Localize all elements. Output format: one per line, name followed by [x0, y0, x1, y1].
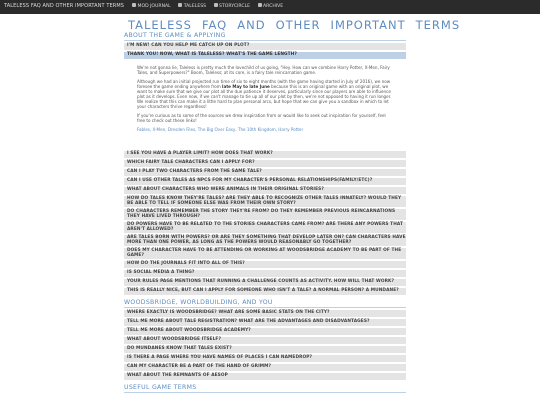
home-icon [178, 3, 182, 7]
faq-question[interactable]: DOES MY CHARACTER HAVE TO BE ATTENDING OR WORKING AT WOODSBRIDGE ACADEMY TO BE PART OF THE GAME? [124, 248, 406, 259]
answer-paragraph: We're not gonna lie, Taleless is pretty much the lovechild of us going, "Hey. How can we combine Harry Potter, X-Men, Fairy Tales, and Superpowers?" Boom, Taleless; at its core, is a fairy tale reincarnation game. [137, 65, 390, 75]
nav-storycircle[interactable]: STORYCIRCLE [214, 4, 250, 9]
section-divider [124, 307, 406, 308]
faq-question[interactable]: WHERE EXACTLY IS WOODSBRIDGE? WHAT ARE SOME BASIC STATS ON THE CITY? [124, 310, 406, 317]
faq-question[interactable]: CAN I PLAY TWO CHARACTERS FROM THE SAME TALE? [124, 169, 406, 176]
section-title-woodsbridge: WOODSBRIDGE, WORLDBUILDING, AND YOU [124, 299, 273, 306]
faq-question[interactable]: ARE TALES BORN WITH POWERS? OR ARE THEY SOMETHING THAT DEVELOP LATER ON? CAN CHARACTERS HAVE MORE THAN ONE POWER, AS LONG AS THE POWERS WOULD REASONABLY GO TOGETHER? [124, 235, 406, 246]
nav-taleless[interactable]: TALELESS [178, 4, 206, 9]
answer-paragraph: If you're curious as to some of the sources we drew inspiration from or would like to seek out inspiration for yourself, feel free to check out these links! [137, 113, 386, 123]
faq-question[interactable]: HOW DO THE JOURNALS FIT INTO ALL OF THIS? [124, 261, 406, 268]
main-content [123, 14, 461, 405]
page-title: TALELESS FAQ AND OTHER IMPORTANT TERMS [128, 18, 461, 32]
faq-question[interactable]: DO CHARACTERS REMEMBER THE STORY THEY'RE FROM? DO THEY REMEMBER PREVIOUS REINCARNATIONS THEY HAVE LIVED THROUGH? [124, 209, 406, 220]
faq-question[interactable]: IS THERE A PAGE WHERE YOU HAVE NAMES OF PLACES I CAN NAMEDROP? [124, 355, 406, 362]
section-divider [124, 392, 406, 393]
faq-question[interactable]: CAN I USE OTHER TALES AS NPCS FOR MY CHARACTER'S PERSONAL RELATIONSHIPS(FAMILY/ETC)? [124, 178, 406, 185]
faq-question[interactable]: THIS IS REALLY NICE, BUT CAN I APPLY FOR SOMEONE WHO ISN'T A TALE? A NORMAL PERSON? A MUNDANE? [124, 288, 406, 295]
star-icon [214, 3, 218, 7]
faq-question[interactable]: I SEE YOU HAVE A PLAYER LIMIT? HOW DOES THAT WORK? [124, 151, 406, 158]
topbar-nav [132, 3, 289, 9]
faq-question[interactable]: YOUR RULES PAGE MENTIONS THAT RUNNING A CHALLENGE COUNTS AS ACTIVITY. HOW WILL THAT WORK? [124, 279, 406, 286]
faq-question[interactable]: WHAT ABOUT CHARACTERS WHO WERE ANIMALS IN THEIR ORIGINAL STORIES? [124, 187, 406, 194]
faq-question[interactable]: TELL ME MORE ABOUT TALE REGISTRATION? WHAT ARE THE ADVANTAGES AND DISADVANTAGES? [124, 319, 406, 326]
faq-question-open[interactable]: THANK YOU! NOW, WHAT IS TALELESS? WHAT'S THE GAME LENGTH? [124, 52, 406, 59]
faq-question[interactable]: IS SOCIAL MEDIA A THING? [124, 270, 406, 277]
faq-question[interactable]: WHICH FAIRY TALE CHARACTERS CAN I APPLY FOR? [124, 160, 406, 167]
faq-question[interactable]: WHAT ABOUT WOODSBRIDGE ITSELF? [124, 337, 406, 344]
top-navigation-bar [0, 0, 540, 14]
faq-answer [137, 65, 393, 136]
journal-icon [132, 3, 136, 7]
section-title-about: ABOUT THE GAME & APPLYING [124, 32, 226, 39]
site-label[interactable]: TALELESS FAQ AND OTHER IMPORTANT TERMS [4, 3, 125, 9]
nav-archive[interactable]: ARCHIVE [258, 4, 284, 9]
section-divider [124, 40, 406, 41]
faq-question[interactable]: CAN MY CHARACTER BE A PART OF THE HAND OF GRIMM? [124, 364, 406, 371]
faq-question[interactable]: WHAT ABOUT THE REMNANTS OF AESOP [124, 373, 406, 380]
faq-question[interactable]: I'M NEW! CAN YOU HELP ME CATCH UP ON PLOT? [124, 43, 406, 50]
answer-paragraph: Although we had an initial projected run time of six to eight months (with the game having started in July of 2016), we now foresee the game ending anywhere from late May to late June because this is an original game with an original plot, we want to make sure that we give our plot all the due patience it deserves, particularly since our players are able to influence plot as it develops. Even now, if we can't manage to tie up all of our plot by then, we're not opposed to having it run longer. We realize that this can make it a little hard to plan personal arcs, but hope that we can give you a sandbox in which to let your characters thrive regardless! [137, 79, 392, 109]
faq-question[interactable]: TELL ME MORE ABOUT WOODSBRIDGE ACADEMY? [124, 328, 406, 335]
inspiration-links[interactable]: Fables, X-Men, Dresden Files, The Big Over Easy, The 10th Kingdom, Harry Potter [137, 127, 304, 132]
faq-question[interactable]: DO MUNDANES KNOW THAT TALES EXIST? [124, 346, 406, 353]
section-title-useful-terms: USEFUL GAME TERMS [124, 384, 197, 391]
nav-mod-journal[interactable]: MOD JOURNAL [132, 4, 171, 9]
faq-question[interactable]: DO POWERS HAVE TO BE RELATED TO THE STORIES CHARACTERS CAME FROM? ARE THERE ANY POWERS THAT AREN'T ALLOWED? [124, 222, 406, 233]
faq-question[interactable]: HOW DO TALES KNOW THEY'RE TALES? ARE THEY ABLE TO RECOGNIZE OTHER TALES INNATELY? WOULD THEY BE ABLE TO TELL IF SOMEONE ELSE WAS FROM THEIR OWN STORY? [124, 196, 406, 207]
archive-icon [258, 3, 262, 7]
